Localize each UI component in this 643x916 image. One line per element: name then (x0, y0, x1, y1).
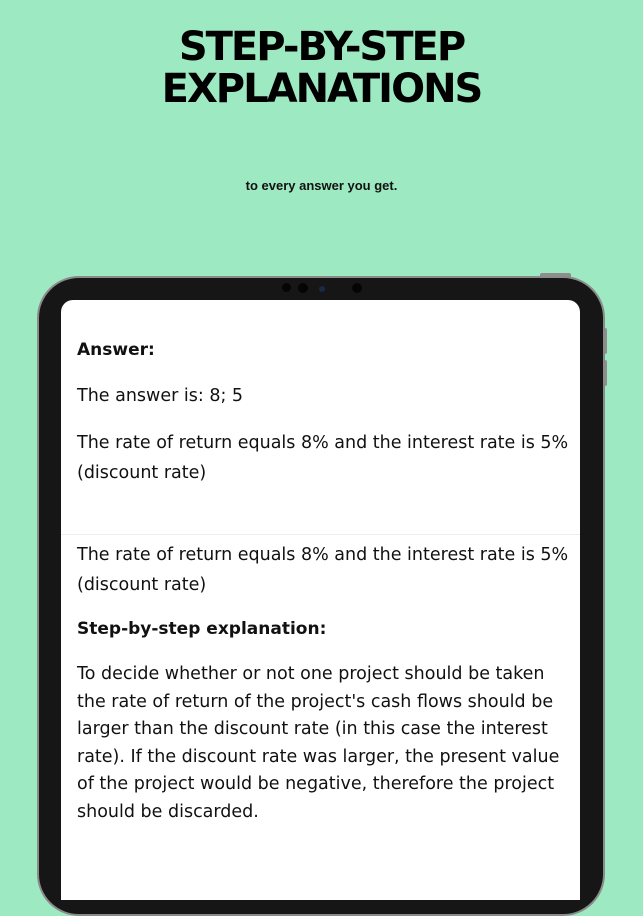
headline-line-1: STEP-BY-STEP (178, 24, 465, 70)
explanation-text: To decide whether or not one project should be taken the rate of return of the project's cash flows should be larger than the discount rate (in this case the interest rate). If the discount rate was larger, the present value of the project would be negative, therefore the project should be discarded. (77, 664, 560, 822)
section-divider (61, 534, 580, 535)
headline (0, 26, 643, 110)
sensor-icon (352, 283, 362, 293)
camera-lens-icon (319, 286, 325, 292)
headline-line-2: EXPLANATIONS (161, 66, 482, 112)
explanation-rate-text: The rate of return equals 8% and the interest rate is 5% (discount rate) (77, 545, 569, 595)
sensor-icon (282, 283, 291, 292)
answer-rate-text: The rate of return equals 8% and the interest rate is 5% (discount rate) (77, 433, 569, 483)
answer-label: Answer: (77, 340, 155, 360)
tablet-screen (61, 300, 580, 900)
subtitle: to every answer you get. (245, 178, 398, 193)
explanation-label: Step-by-step explanation: (77, 619, 327, 639)
sensor-icon (298, 283, 308, 293)
answer-text: The answer is: 8; 5 (77, 386, 244, 406)
